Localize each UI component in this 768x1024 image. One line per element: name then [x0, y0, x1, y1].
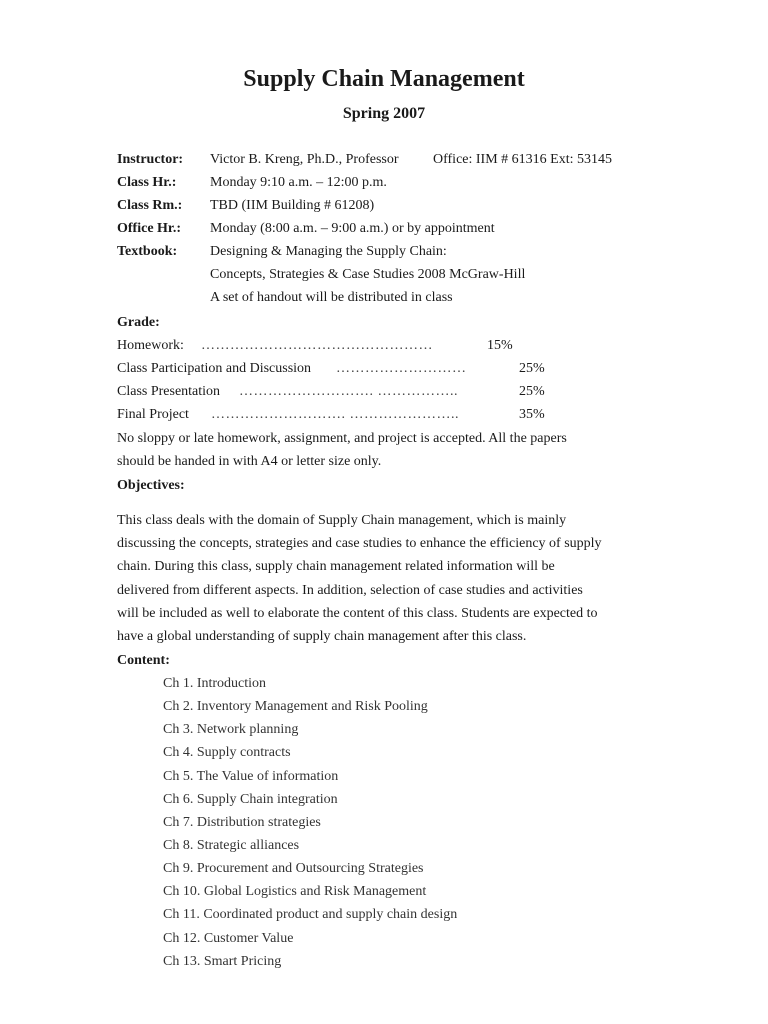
grade-item-dots: ………………………. …………….. — [239, 384, 458, 399]
chapter-item: Ch 13. Smart Pricing — [163, 953, 282, 969]
chapter-item: Ch 10. Global Logistics and Risk Management — [163, 884, 427, 900]
chapter-item: Ch 8. Strategic alliances — [163, 837, 300, 853]
grade-row-presentation — [117, 380, 637, 403]
objectives-line: This class deals with the domain of Supply Chain management, which is mainly — [117, 513, 567, 528]
grade-item-name: Homework: — [117, 338, 184, 353]
class-rm-value: TBD (IIM Building # 61208) — [210, 198, 375, 213]
textbook-line-1: Designing & Managing the Supply Chain: — [210, 244, 447, 259]
chapter-item: Ch 11. Coordinated product and supply chain design — [163, 907, 458, 923]
document-subtitle: Spring 2007 — [342, 105, 426, 122]
chapter-item: Ch 9. Procurement and Outsourcing Strategies — [163, 861, 424, 877]
document-title: Supply Chain Management — [243, 66, 525, 92]
chapter-item: Ch 12. Customer Value — [163, 930, 294, 946]
chapter-item: Ch 2. Inventory Management and Risk Pooling — [163, 699, 428, 715]
grade-item-percent: 15% — [487, 338, 513, 353]
textbook-row — [117, 240, 677, 263]
grade-row-participation — [117, 357, 637, 380]
objectives-heading: Objectives: — [117, 478, 185, 493]
grade-item-dots: ……………………… — [336, 361, 467, 376]
textbook-row-2 — [117, 263, 677, 286]
grade-note-line: should be handed in with A4 or letter size only. — [117, 454, 382, 470]
grade-note-line: No sloppy or late homework, assignment, and project is accepted. All the papers — [117, 431, 567, 446]
objectives-line: have a global understanding of supply chain management after this class. — [117, 628, 527, 644]
chapter-item: Ch 6. Supply Chain integration — [163, 791, 338, 807]
class-hr-label: Class Hr.: — [117, 175, 177, 190]
objectives-line: delivered from different aspects. In addition, selection of case studies and activities — [117, 582, 583, 598]
objectives-line: chain. During this class, supply chain management related information will be — [117, 559, 555, 575]
grade-item-dots: ………………………. ………………….. — [211, 407, 459, 422]
instructor-label: Instructor: — [117, 152, 184, 167]
class-rm-row — [117, 194, 677, 217]
instructor-row — [117, 148, 677, 171]
grade-item-name: Class Participation and Discussion — [117, 361, 312, 376]
class-rm-label: Class Rm.: — [117, 198, 183, 213]
content-heading: Content: — [117, 653, 170, 668]
office-hr-row — [117, 217, 677, 240]
grade-item-name: Final Project — [117, 407, 189, 422]
objectives-paragraph — [117, 509, 662, 648]
instructor-value: Victor B. Kreng, Ph.D., Professor — [210, 152, 399, 167]
class-hr-row — [117, 171, 677, 194]
office-hr-label: Office Hr.: — [117, 221, 182, 236]
grade-note — [117, 427, 662, 473]
grade-row-final-project — [117, 403, 637, 426]
class-hr-value: Monday 9:10 a.m. – 12:00 p.m. — [210, 175, 387, 190]
objectives-line: discussing the concepts, strategies and case studies to enhance the efficiency of supply — [117, 536, 602, 552]
grade-item-percent: 25% — [519, 361, 545, 376]
objectives-line: will be included as well to elaborate the content of this class. Students are expected to — [117, 605, 598, 621]
chapter-item: Ch 7. Distribution strategies — [163, 814, 321, 830]
chapter-item: Ch 3. Network planning — [163, 722, 299, 738]
office-hr-value: Monday (8:00 a.m. – 9:00 a.m.) or by appointment — [210, 221, 495, 236]
textbook-line-2: Concepts, Strategies & Case Studies 2008 McGraw-Hill — [210, 267, 526, 282]
instructor-office: Office: IIM # 61316 Ext: 53145 — [433, 152, 612, 167]
textbook-row-3 — [117, 286, 677, 309]
grade-heading: Grade: — [117, 315, 160, 330]
chapter-item: Ch 1. Introduction — [163, 676, 267, 691]
grade-item-percent: 25% — [519, 384, 545, 399]
textbook-label: Textbook: — [117, 244, 178, 259]
grade-row-homework — [117, 334, 637, 357]
textbook-line-3: A set of handout will be distributed in class — [210, 290, 453, 305]
grade-item-dots: ………………………………………… — [201, 338, 433, 353]
grade-item-percent: 35% — [519, 407, 545, 422]
grade-item-name: Class Presentation — [117, 384, 221, 399]
chapter-item: Ch 4. Supply contracts — [163, 745, 291, 761]
chapter-item: Ch 5. The Value of information — [163, 768, 339, 784]
chapter-list — [163, 672, 457, 973]
